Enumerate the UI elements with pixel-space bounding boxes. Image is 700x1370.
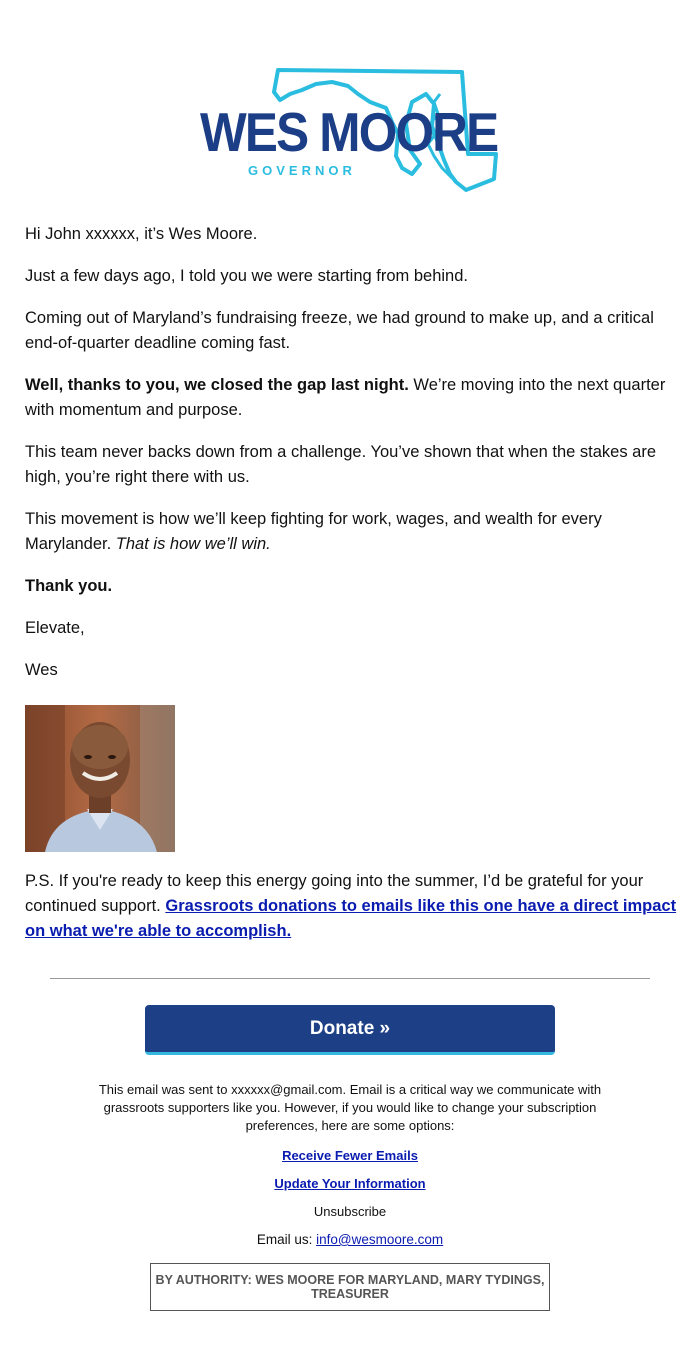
thank-you-text: Thank you. (25, 577, 113, 595)
paragraph-3 (25, 373, 680, 423)
paragraph-3-bold: Well, thanks to you, we closed the gap last night. (25, 376, 409, 394)
update-information-link[interactable]: Update Your Information (274, 1176, 426, 1191)
logo-name: WES MOORE (200, 101, 498, 163)
paragraph-2: Coming out of Maryland’s fundraising freeze, we had ground to make up, and a critical end-of-quarter deadline coming fast. (25, 309, 654, 352)
postscript-text: P.S. If you're ready to keep this energy going into the summer, I’d be grateful for your continued support. (25, 872, 644, 915)
signature: Wes (25, 661, 58, 679)
paragraph-5 (25, 507, 680, 557)
logo-subtitle: GOVERNOR (248, 163, 356, 178)
thank-you (25, 574, 680, 599)
divider (50, 978, 650, 979)
paragraph-5-start: This movement is how we’ll keep fighting for work, wages, and wealth for every Marylander. (25, 510, 602, 553)
grassroots-donation-link[interactable]: Grassroots donations to emails like this one have a direct impact on what we're able to accomplish. (25, 897, 677, 940)
unsubscribe-link[interactable]: Unsubscribe (313, 1204, 387, 1219)
authority-disclaimer: BY AUTHORITY: WES MOORE FOR MARYLAND, MARY TYDINGS, TREASURER (150, 1263, 550, 1311)
footer-notice: This email was sent to xxxxxx@gmail.com. Email is a critical way we communicate with grassroots supporters like you. However, if you would like to change your subscription preferences, here are some options: (98, 1082, 602, 1133)
campaign-logo (198, 64, 502, 194)
portrait-photo (25, 705, 175, 852)
paragraph-1: Just a few days ago, I told you we were starting from behind. (25, 267, 468, 285)
postscript (25, 869, 680, 944)
email-body (25, 222, 680, 700)
greeting: Hi John xxxxxx, it’s Wes Moore. (25, 225, 258, 243)
signoff: Elevate, (25, 619, 85, 637)
paragraph-4: This team never backs down from a challenge. You’ve shown that when the stakes are high, you’re right there with us. (25, 443, 657, 486)
contact-email-link[interactable]: info@wesmoore.com (316, 1232, 444, 1247)
paragraph-5-italic: That is how we’ll win. (115, 535, 271, 553)
postscript-paragraph (25, 869, 680, 944)
receive-fewer-emails-link[interactable]: Receive Fewer Emails (282, 1148, 418, 1163)
donate-button[interactable]: Donate » (145, 1005, 555, 1055)
paragraph-3-rest: We’re moving into the next quarter with momentum and purpose. (25, 376, 666, 419)
footer-links (0, 1147, 700, 1231)
email-us-label: Email us: (256, 1232, 317, 1247)
email-us-line (0, 1232, 700, 1247)
